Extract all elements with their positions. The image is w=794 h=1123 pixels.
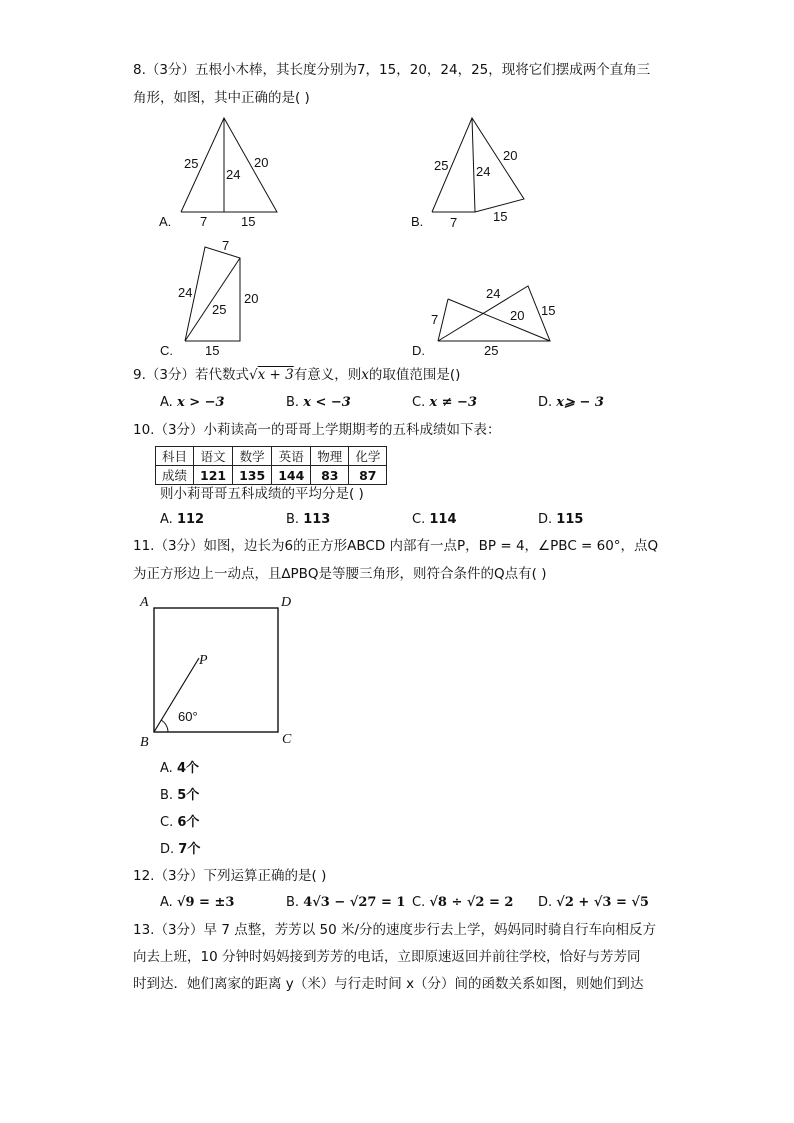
q8-a-side-mid: 24 — [226, 167, 241, 182]
corner-a: A — [140, 595, 149, 610]
corner-c: C — [282, 732, 292, 747]
table-cell: 144 — [272, 466, 311, 485]
table-row — [156, 466, 387, 485]
point-p: P — [199, 653, 208, 668]
table-row — [156, 447, 387, 466]
q10-stem: 10.（3分）小莉读高一的哥哥上学期期考的五科成绩如下表： — [133, 422, 501, 438]
q8-c-right: 20 — [244, 291, 259, 306]
sqrt-icon: √ — [248, 367, 258, 383]
q8-a-base-left: 7 — [200, 214, 208, 229]
score-table — [155, 446, 387, 485]
table-cell: 83 — [311, 466, 349, 485]
angle-label: 60° — [178, 709, 198, 724]
corner-d: D — [281, 595, 292, 610]
q8-c-label: C. — [160, 343, 173, 358]
table-cell: 科目 — [156, 447, 194, 466]
q11-option-d[interactable]: D. 7个 — [160, 842, 201, 857]
q11-figure — [130, 590, 310, 750]
q8-figures — [0, 0, 794, 370]
q8-figure-a — [159, 118, 277, 229]
q13-line1: 13.（3分）早 7 点整，芳芳以 50 米/分的速度步行去上学，妈妈同时骑自行车向相反方 — [133, 922, 657, 938]
q9-option-a[interactable]: A. x > −3 — [160, 395, 225, 410]
q8-d-bottom: 25 — [484, 343, 499, 358]
q9-stem — [133, 365, 460, 385]
q9-option-d[interactable]: D. x⩾ − 3 — [538, 395, 604, 410]
q8-c-left: 24 — [178, 285, 193, 300]
q8-d-top: 24 — [486, 286, 501, 301]
table-cell: 数学 — [233, 447, 272, 466]
q10-option-a[interactable]: A. 112 — [160, 512, 205, 527]
q10-option-d[interactable]: D. 115 — [538, 512, 584, 527]
q12-stem: 12.（3分）下列运算正确的是( ) — [133, 868, 327, 884]
table-cell: 121 — [194, 466, 233, 485]
q8-d-left: 7 — [431, 312, 439, 327]
q9-suffix-b: 的取值范围是() — [368, 367, 461, 383]
q12-option-d[interactable]: D. √2 + √3 = √5 — [538, 895, 649, 910]
q11-line2: 为正方形边上一动点，且∆PBQ是等腰三角形，则符合条件的Q点有( ) — [133, 566, 547, 582]
table-cell: 语文 — [194, 447, 233, 466]
q8-b-label: B. — [411, 214, 424, 229]
q8-figure-b — [411, 118, 524, 230]
q8-a-side-right: 20 — [254, 155, 269, 170]
q11-option-a[interactable]: A. 4个 — [160, 761, 199, 776]
q9-option-c[interactable]: C. x ≠ −3 — [412, 395, 477, 410]
corner-b: B — [140, 735, 149, 750]
q9-prefix: 9.（3分）若代数式 — [133, 367, 249, 383]
q8-b-side-left: 25 — [434, 158, 449, 173]
q9-option-b[interactable]: B. x < −3 — [286, 395, 351, 410]
q11-option-b[interactable]: B. 5个 — [160, 788, 200, 803]
q8-b-side-mid: 24 — [476, 164, 491, 179]
q8-c-top: 7 — [222, 238, 230, 253]
q13-line2: 向去上班，10 分钟时妈妈接到芳芳的电话，立即原速返回并前往学校，恰好与芳芳同 — [133, 949, 641, 965]
q8-d-right: 15 — [541, 303, 556, 318]
q10-option-c[interactable]: C. 114 — [412, 512, 457, 527]
q8-a-label: A. — [159, 214, 172, 229]
q9-var: x — [361, 367, 369, 383]
table-cell: 87 — [349, 466, 387, 485]
table-cell: 化学 — [349, 447, 387, 466]
q11-line1: 11.（3分）如图，边长为6的正方形ABCD 内部有一点P，BP = 4，∠PBC = 60°，点Q — [133, 538, 659, 554]
q9-radicand: x + 3 — [257, 367, 294, 383]
q8-a-side-left: 25 — [184, 156, 199, 171]
table-cell: 135 — [233, 466, 272, 485]
q10-option-b[interactable]: B. 113 — [286, 512, 331, 527]
q8-c-diag: 25 — [212, 302, 227, 317]
q12-option-a[interactable]: A. √9 = ±3 — [160, 895, 235, 910]
q8-d-mid: 20 — [510, 308, 525, 323]
q10-question: 则小莉哥哥五科成绩的平均分是( ) — [160, 486, 364, 502]
table-cell: 物理 — [311, 447, 349, 466]
q8-b-base-right: 15 — [493, 209, 508, 224]
q8-b-side-right: 20 — [503, 148, 518, 163]
q12-option-b[interactable]: B. 4√3 − √27 = 1 — [286, 895, 406, 910]
q8-b-base-left: 7 — [450, 215, 458, 230]
q8-d-label: D. — [412, 343, 425, 358]
q12-option-c[interactable]: C. √8 ÷ √2 = 2 — [412, 895, 514, 910]
q8-figure-c — [160, 238, 258, 358]
q8-c-bottom: 15 — [205, 343, 220, 358]
table-cell: 英语 — [272, 447, 311, 466]
q11-option-c[interactable]: C. 6个 — [160, 815, 200, 830]
q8-stem-line2: 角形，如图，其中正确的是( ) — [133, 90, 310, 106]
table-cell: 成绩 — [156, 466, 194, 485]
q13-line3: 时到达．她们离家的距离 y（米）与行走时间 x（分）间的函数关系如图，则她们到达 — [133, 976, 644, 992]
q9-suffix-a: 有意义，则 — [293, 367, 362, 383]
q8-figure-d — [412, 286, 555, 358]
q8-a-base-right: 15 — [241, 214, 256, 229]
q8-stem-line1: 8.（3分）五根小木棒，其长度分别为7，15，20，24，25，现将它们摆成两个直角三 — [133, 62, 651, 78]
